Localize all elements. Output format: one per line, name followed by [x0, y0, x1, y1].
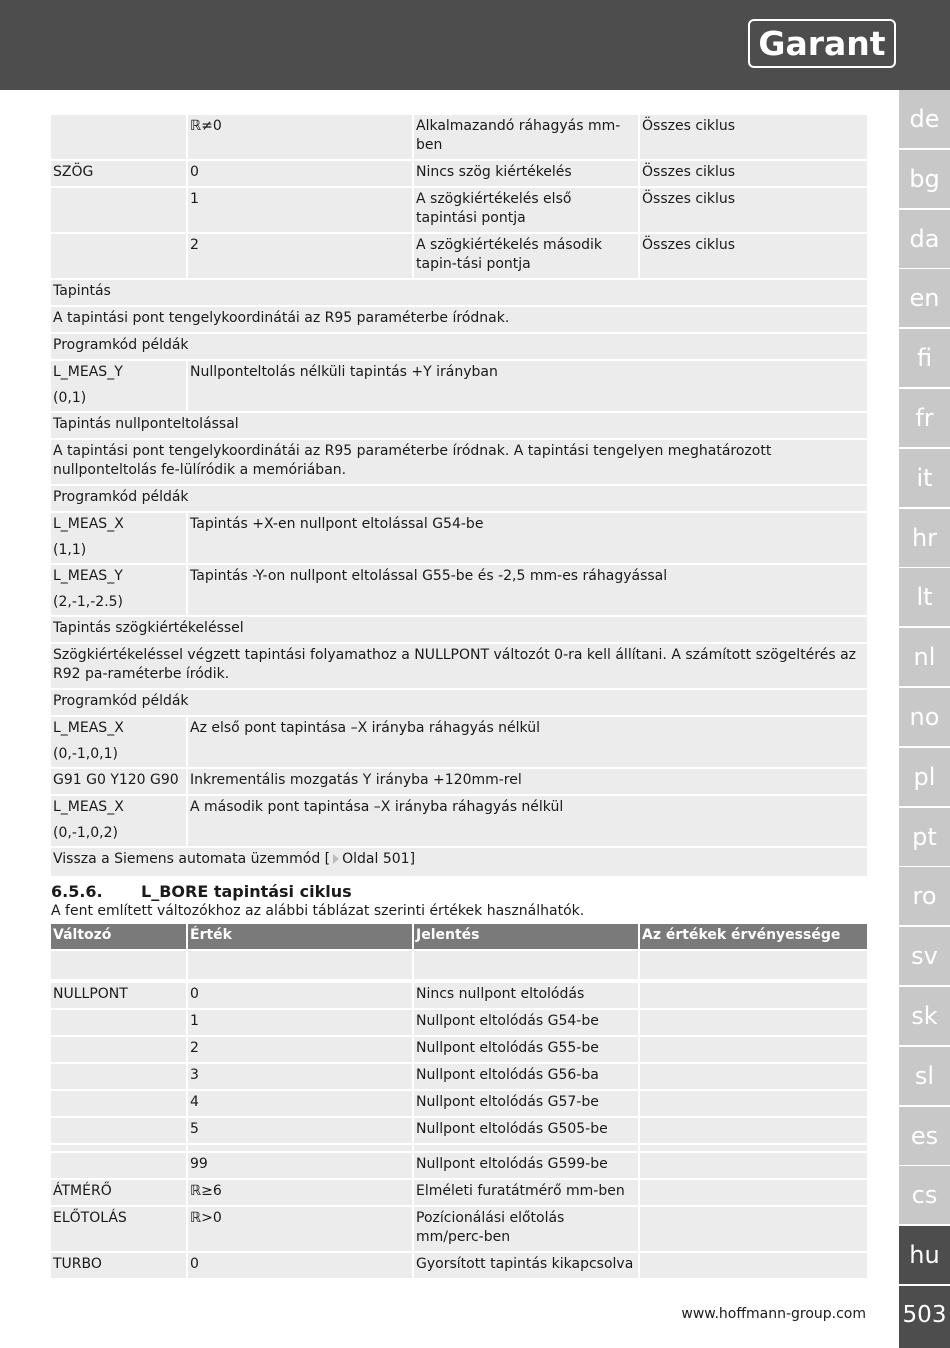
table-row: [51, 983, 867, 1008]
validity-cell: [640, 1153, 867, 1178]
table-row: [51, 1091, 867, 1116]
back-link-row: [51, 848, 867, 876]
page-number: 503: [899, 1286, 950, 1348]
table-row: [51, 161, 867, 186]
value-cell: 99: [188, 1153, 412, 1178]
table-row: [51, 951, 867, 979]
validity-cell: [640, 951, 867, 979]
block-text: A tapintási pont tengelykoordinátái az R95 paraméterbe íródnak.: [51, 307, 867, 332]
block-text: Szögkiértékeléssel végzett tapintási folyamathoz a NULLPONT változót 0-ra kell állítani. A számított szögeltérés az R92 pa-raméterbe íródik.: [51, 644, 867, 688]
code-name: L_MEAS_X: [53, 720, 124, 736]
variable-cell: [51, 1091, 186, 1116]
meaning-cell: Gyorsított tapintás kikapcsolva: [414, 1253, 638, 1278]
meaning-cell: Nullpont eltolódás G56-ba: [414, 1064, 638, 1089]
meaning-cell: A szögkiértékelés első tapintási pontja: [414, 188, 638, 232]
value-cell: ℝ>0: [188, 1207, 412, 1251]
code-args: (2,-1,-2.5): [53, 594, 124, 610]
variable-cell: [51, 951, 186, 979]
variable-cell: ÁTMÉRŐ: [51, 1180, 186, 1205]
code-cell: [51, 513, 186, 563]
variable-cell: TURBO: [51, 1253, 186, 1278]
language-tab-pl[interactable]: pl: [899, 748, 950, 806]
meaning-cell: A szögkiértékelés második tapin-tási pontja: [414, 234, 638, 278]
arrow-right-icon: [333, 854, 339, 864]
section-heading: [51, 882, 867, 902]
language-tab-it[interactable]: it: [899, 449, 950, 507]
block-title: Programkód példák: [51, 334, 867, 359]
table-row: [51, 1180, 867, 1205]
table-row: [51, 1207, 867, 1251]
value-cell: 0: [188, 161, 412, 186]
code-description: Nullponteltolás nélküli tapintás +Y irányban: [188, 361, 867, 411]
language-tab-hr[interactable]: hr: [899, 509, 950, 567]
code-example: [51, 717, 867, 767]
code-example: [51, 796, 867, 846]
code-args: (0,-1,0,2): [53, 825, 118, 841]
validity-cell: [640, 983, 867, 1008]
validity-cell: [640, 1207, 867, 1251]
block-title: Tapintás szögkiértékeléssel: [51, 617, 867, 642]
column-header: Az értékek érvényessége: [640, 924, 867, 949]
value-cell: 1: [188, 188, 412, 232]
variable-cell: [51, 1118, 186, 1143]
value-cell: ℝ≠0: [188, 115, 412, 159]
language-tab-da[interactable]: da: [899, 210, 950, 268]
code-name: L_MEAS_X: [53, 799, 124, 815]
code-name: L_MEAS_X: [53, 516, 124, 532]
value-cell: 2: [188, 1037, 412, 1062]
value-cell: 0: [188, 1253, 412, 1278]
table-row: [51, 1118, 867, 1143]
meaning-cell: Nullpont eltolódás G57-be: [414, 1091, 638, 1116]
table-row: [51, 1253, 867, 1278]
language-tab-sk[interactable]: sk: [899, 987, 950, 1045]
back-link[interactable]: Oldal 501]: [342, 851, 416, 867]
code-name: G91 G0 Y120 G90: [51, 769, 186, 794]
code-example: [51, 565, 867, 615]
code-name: L_MEAS_Y: [53, 364, 123, 380]
variable-cell: NULLPONT: [51, 983, 186, 1008]
block-title: Programkód példák: [51, 486, 867, 511]
language-tab-lt[interactable]: lt: [899, 568, 950, 626]
value-cell: 1: [188, 1010, 412, 1035]
table-row: [51, 188, 867, 232]
header-bar: [0, 0, 950, 90]
variable-cell: [51, 1037, 186, 1062]
code-cell: [51, 796, 186, 846]
language-sidebar: [899, 90, 950, 1348]
code-cell: [51, 717, 186, 767]
variable-cell: SZÖG: [51, 161, 186, 186]
language-tab-fi[interactable]: fi: [899, 329, 950, 387]
validity-cell: Összes ciklus: [640, 188, 867, 232]
validity-cell: [640, 1091, 867, 1116]
column-header: Érték: [188, 924, 412, 949]
code-args: (1,1): [53, 542, 87, 558]
validity-cell: Összes ciklus: [640, 234, 867, 278]
value-cell: 5: [188, 1118, 412, 1143]
block-text: A tapintási pont tengelykoordinátái az R95 paraméterbe íródnak. A tapintási tengelyen meghatározott nullponteltolás fe-lülíródik a memóriában.: [51, 440, 867, 484]
value-cell: 0: [188, 983, 412, 1008]
meaning-cell: Nullpont eltolódás G599-be: [414, 1153, 638, 1178]
document-content: [51, 115, 867, 1280]
meaning-cell: [414, 1145, 638, 1151]
variable-cell: [51, 1064, 186, 1089]
table-header: [51, 924, 867, 949]
validity-cell: Összes ciklus: [640, 115, 867, 159]
value-cell: 4: [188, 1091, 412, 1116]
meaning-cell: Nincs nullpont eltolódás: [414, 983, 638, 1008]
code-description: Az első pont tapintása –X irányba ráhagyás nélkül: [188, 717, 867, 767]
table-row: [51, 115, 867, 159]
code-example: [51, 513, 867, 563]
meaning-cell: Nullpont eltolódás G54-be: [414, 1010, 638, 1035]
code-description: Inkrementális mozgatás Y irányba +120mm-rel: [188, 769, 867, 794]
code-description: A második pont tapintása –X irányba ráhagyás nélkül: [188, 796, 867, 846]
language-tab-bg[interactable]: bg: [899, 150, 950, 208]
table-row: [51, 1064, 867, 1089]
meaning-cell: Nullpont eltolódás G505-be: [414, 1118, 638, 1143]
block-title: Tapintás: [51, 280, 867, 305]
language-tab-fr[interactable]: fr: [899, 389, 950, 447]
meaning-cell: Nullpont eltolódás G55-be: [414, 1037, 638, 1062]
language-tab-sv[interactable]: sv: [899, 927, 950, 985]
language-tab-cs[interactable]: cs: [899, 1166, 950, 1224]
footer-url[interactable]: www.hoffmann-group.com: [681, 1306, 866, 1322]
code-cell: [51, 361, 186, 411]
value-cell: [188, 951, 412, 979]
language-tab-nl[interactable]: nl: [899, 628, 950, 686]
variable-cell: [51, 1145, 186, 1151]
language-tab-pt[interactable]: pt: [899, 808, 950, 866]
validity-cell: [640, 1118, 867, 1143]
table-row: [51, 1010, 867, 1035]
garant-logo[interactable]: Garant: [748, 19, 896, 68]
column-header: Jelentés: [414, 924, 638, 949]
back-link-text: Vissza a Siemens automata üzemmód [: [53, 851, 331, 867]
table-row: [51, 1037, 867, 1062]
variable-cell: [51, 1153, 186, 1178]
value-cell: ℝ≥6: [188, 1180, 412, 1205]
language-tab-ro[interactable]: ro: [899, 867, 950, 925]
code-example: [51, 361, 867, 411]
meaning-cell: [414, 951, 638, 979]
section-intro: A fent említett változókhoz az alábbi táblázat szerinti értékek használhatók.: [51, 903, 585, 919]
variable-cell: [51, 115, 186, 159]
meaning-cell: Nincs szög kiértékelés: [414, 161, 638, 186]
table-row: [51, 1153, 867, 1178]
column-header: Változó: [51, 924, 186, 949]
code-cell: [51, 565, 186, 615]
variable-cell: [51, 1010, 186, 1035]
meaning-cell: Pozícionálási előtolás mm/perc-ben: [414, 1207, 638, 1251]
code-description: Tapintás -Y-on nullpont eltolással G55-be és -2,5 mm-es ráhagyással: [188, 565, 867, 615]
section-number: 6.5.6.: [51, 882, 103, 901]
variable-cell: [51, 188, 186, 232]
language-tab-no[interactable]: no: [899, 688, 950, 746]
validity-cell: [640, 1037, 867, 1062]
block-title: Tapintás nullponteltolással: [51, 413, 867, 438]
variable-cell: ELŐTOLÁS: [51, 1207, 186, 1251]
validity-cell: [640, 1145, 867, 1151]
code-example: [51, 769, 867, 794]
code-args: (0,-1,0,1): [53, 746, 118, 762]
table-row: [51, 1145, 867, 1151]
code-name: L_MEAS_Y: [53, 568, 123, 584]
validity-cell: [640, 1064, 867, 1089]
code-args: (0,1): [53, 390, 87, 406]
validity-cell: [640, 1180, 867, 1205]
value-cell: 3: [188, 1064, 412, 1089]
language-tab-sl[interactable]: sl: [899, 1047, 950, 1105]
validity-cell: [640, 1010, 867, 1035]
variable-cell: [51, 234, 186, 278]
meaning-cell: Elméleti furatátmérő mm-ben: [414, 1180, 638, 1205]
language-tab-es[interactable]: es: [899, 1107, 950, 1165]
section-title: L_BORE tapintási ciklus: [141, 882, 352, 901]
value-cell: [188, 1145, 412, 1151]
validity-cell: Összes ciklus: [640, 161, 867, 186]
block-title: Programkód példák: [51, 690, 867, 715]
table-row: [51, 234, 867, 278]
code-description: Tapintás +X-en nullpont eltolással G54-be: [188, 513, 867, 563]
language-tab-en[interactable]: en: [899, 269, 950, 327]
value-cell: 2: [188, 234, 412, 278]
language-tab-hu[interactable]: hu: [899, 1226, 950, 1284]
validity-cell: [640, 1253, 867, 1278]
language-tab-de[interactable]: de: [899, 90, 950, 148]
meaning-cell: Alkalmazandó ráhagyás mm-ben: [414, 115, 638, 159]
